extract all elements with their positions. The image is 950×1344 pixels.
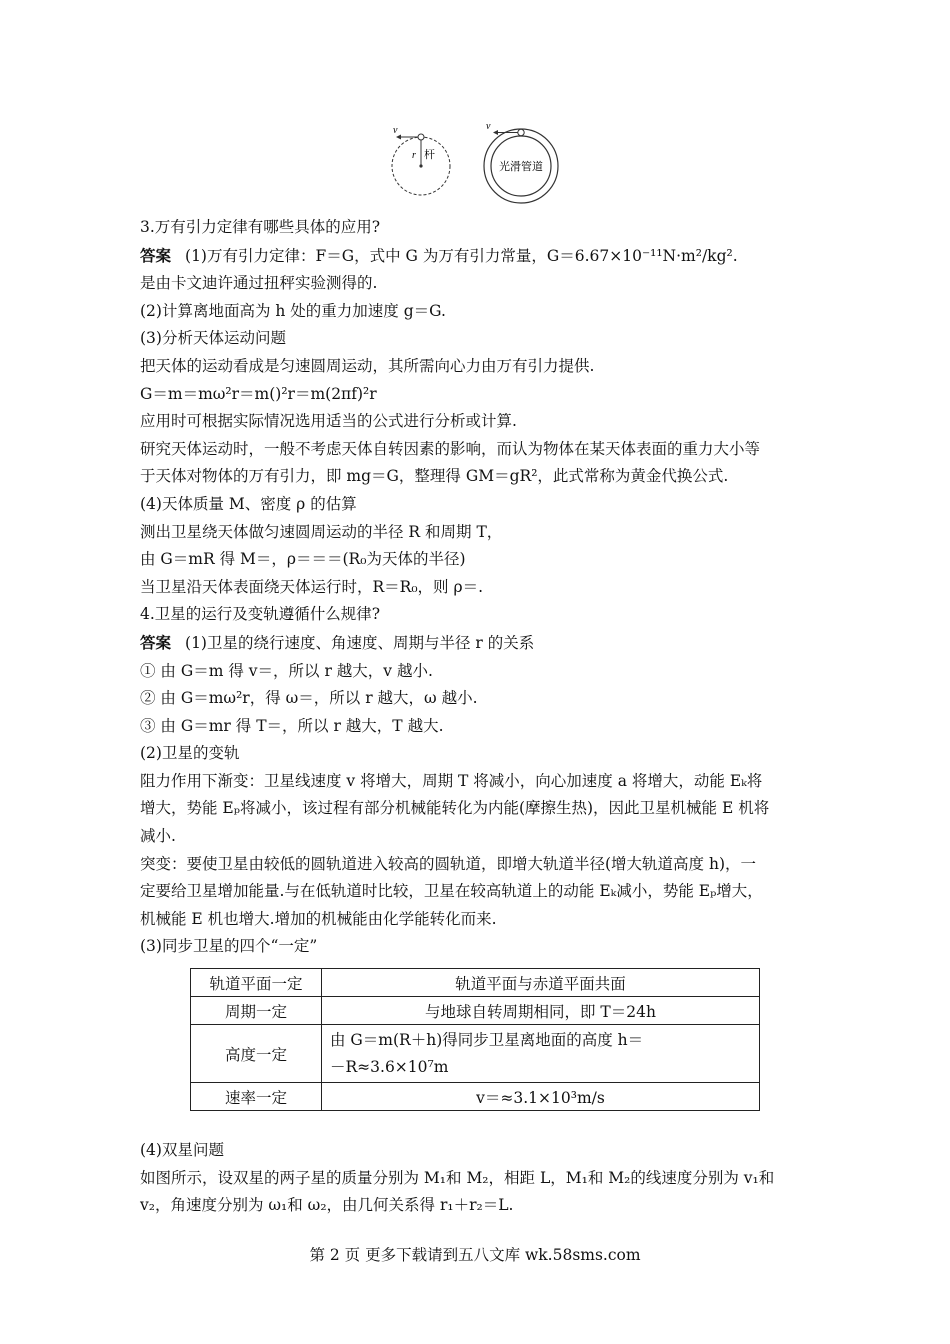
table-key-cell: 轨道平面一定: [191, 969, 322, 997]
main-text: [140, 214, 820, 961]
tube-v-label: v: [486, 121, 491, 132]
table-value-cell: 与地球自转周期相同，即 T＝24h: [322, 997, 760, 1025]
table-value-line: 由 G＝m(R＋h)得同步卫星离地面的高度 h＝: [330, 1030, 644, 1049]
text-line: 减小.: [140, 827, 176, 846]
rod-model-figure: [392, 125, 450, 195]
text-line: (4)双星问题: [140, 1141, 224, 1159]
double-star-text: [140, 1137, 820, 1220]
text-line: (3)分析天体运动问题: [140, 329, 286, 348]
text-line: (2)计算离地面高为 h 处的重力加速度 g＝G.: [140, 301, 446, 320]
table-row: [191, 1025, 760, 1083]
text-line: 应用时可根据实际情况选用适当的公式进行分析或计算.: [140, 412, 517, 431]
text-line: 机械能 E 机也增大.增加的机械能由化学能转化而来.: [140, 909, 497, 928]
text-line: (4)天体质量 M、密度 ρ 的估算: [140, 494, 357, 513]
answer-label: 答案: [140, 245, 172, 265]
text-line: ③ 由 G＝mr 得 T＝，所以 r 越大，T 越大.: [140, 716, 444, 735]
text-line: 阻力作用下渐变：卫星线速度 v 将增大，周期 T 将减小，向心加速度 a 将增大，动能 Eₖ将: [140, 771, 763, 790]
text-line: 突变：要使卫星由较低的圆轨道进入较高的圆轨道，即增大轨道半径(增大轨道高度 h)，一: [140, 854, 757, 873]
circular-motion-figures: [380, 120, 580, 210]
text-line: v₂，角速度分别为 ω₁和 ω₂，由几何关系得 r₁＋r₂＝L.: [140, 1196, 514, 1215]
text-line: 3.万有引力定律有哪些具体的应用?: [140, 218, 381, 236]
table-value-cell: 轨道平面与赤道平面共面: [322, 969, 760, 997]
text-line: 把天体的运动看成是匀速圆周运动，其所需向心力由万有引力提供.: [140, 356, 595, 375]
tube-ball: [518, 129, 524, 135]
text-line: ② 由 G＝mω²r，得 ω＝，所以 r 越大，ω 越小.: [140, 689, 478, 708]
table-value-cell: [322, 1025, 760, 1083]
rod-ball: [418, 134, 424, 140]
rod-r-label: r: [412, 150, 416, 161]
table-key-cell: 周期一定: [191, 997, 322, 1025]
text-line: 4.卫星的运行及变轨遵循什么规律?: [140, 605, 381, 624]
answer-label: 答案: [140, 632, 172, 652]
text-line: 答案 (1)万有引力定律：F＝G，式中 G 为万有引力常量，G＝6.67×10⁻¹¹N·m²/kg².: [140, 245, 738, 265]
text-line: 如图所示，设双星的两子星的质量分别为 M₁和 M₂，相距 L，M₁和 M₂的线速度分别为 v₁和: [140, 1168, 775, 1187]
text-line: 定要给卫星增加能量.与在低轨道时比较，卫星在较高轨道上的动能 Eₖ减小，势能 Eₚ增大，: [140, 882, 763, 901]
text-line: 答案 (1)卫星的绕行速度、角速度、周期与半径 r 的关系: [140, 632, 535, 652]
tube-arrow-head: [493, 130, 498, 135]
text-line: ① 由 G＝m 得 v＝，所以 r 越大，v 越小.: [140, 661, 433, 680]
text-line: 测出卫星绕天体做匀速圆周运动的半径 R 和周期 T，: [140, 522, 503, 541]
rod-v-label: v: [393, 125, 398, 136]
table-row: [191, 969, 760, 997]
page-footer: 第 2 页 更多下载请到五八文库 wk.58sms.com: [309, 1246, 641, 1264]
table-value-cell: v＝≈3.1×10³m/s: [322, 1083, 760, 1111]
text-line: 当卫星沿天体表面绕天体运行时，R＝R₀，则 ρ＝.: [140, 577, 484, 596]
sync-satellite-table: [190, 968, 760, 1111]
table-row: [191, 1083, 760, 1111]
text-line: 增大，势能 Eₚ将减小，该过程有部分机械能转化为内能(摩擦生热)，因此卫星机械能 E 机将: [140, 799, 770, 818]
text-line: 是由卡文迪许通过扭秤实验测得的.: [140, 274, 378, 293]
table-key-cell: 速率一定: [191, 1083, 322, 1111]
tube-label: 光滑管道: [499, 160, 543, 173]
text-line: 由 G＝mR 得 M＝，ρ＝＝＝(R₀为天体的半径): [140, 550, 466, 569]
rod-center-point: [419, 164, 422, 167]
text-line: 于天体对物体的万有引力，即 mg＝G，整理得 GM＝gR²，此式常称为黄金代换公式.: [140, 467, 729, 486]
text-line: G＝m＝mω²r＝m()²r＝m(2πf)²r: [140, 384, 377, 403]
rod-label: 杆: [424, 148, 435, 161]
table-key-cell: 高度一定: [191, 1025, 322, 1083]
table-value-line: －R≈3.6×10⁷m: [330, 1057, 449, 1076]
text-line: 研究天体运动时，一般不考虑天体自转因素的影响，而认为物体在某天体表面的重力大小等: [140, 439, 761, 458]
tube-model-figure: [484, 121, 558, 203]
text-line: (3)同步卫星的四个“一定”: [140, 937, 318, 956]
text-line: (2)卫星的变轨: [140, 744, 240, 763]
table-row: [191, 997, 760, 1025]
